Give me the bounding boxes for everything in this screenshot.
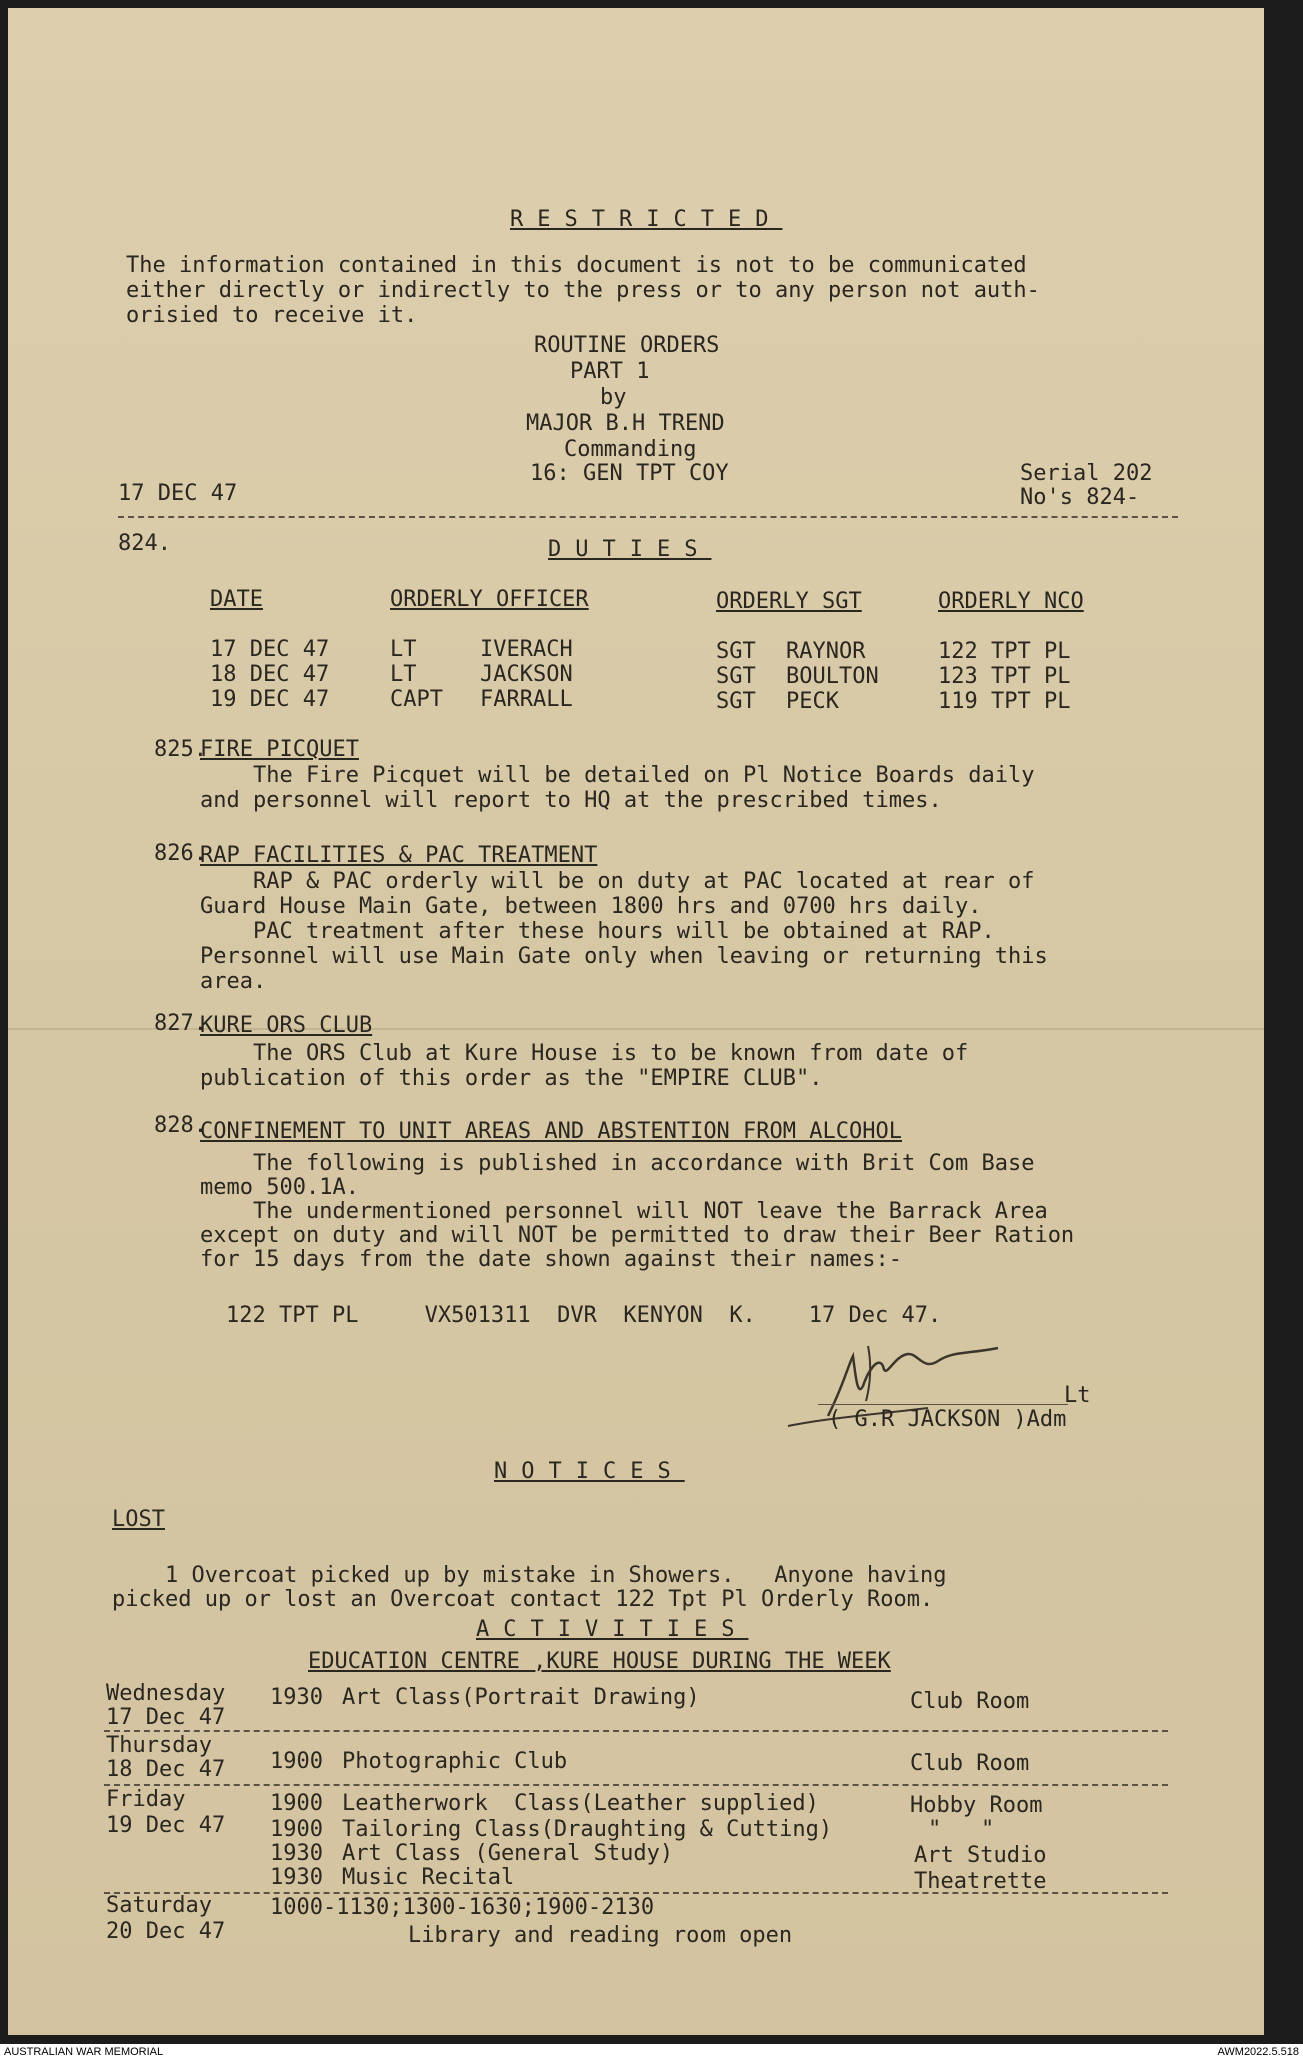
activity-time: 1900 [270,1749,323,1774]
order-date: 17 DEC 47 [118,481,238,506]
order-numbers: No's 824- [1020,485,1140,510]
row-sgt: RAYNOR [786,639,866,664]
lost-heading: LOST [112,1507,165,1532]
row-officer: FARRALL [480,687,573,712]
activity-desc: Music Recital [342,1865,515,1890]
signature-line [818,1404,1068,1405]
archive-footer [0,2044,1303,2061]
divider [118,516,1178,518]
activity-time: 1900 [270,1817,323,1842]
day-date: 20 Dec 47 [106,1919,226,1944]
title-line-2: PART 1 [570,359,650,384]
row-sgt: BOULTON [786,664,879,689]
activity-place: Theatrette [914,1869,1047,1894]
activity-desc: Library and reading room open [408,1923,793,1948]
duties-heading: DUTIES [548,537,712,562]
notice-line-3: orisied to receive it. [126,303,418,328]
row-sgt-rank: SGT [716,689,756,714]
notice-line-1: The information contained in this document is not to be communicated [126,253,1027,278]
lost-line-2: picked up or lost an Overcoat contact 122 Tpt Pl Orderly Room. [112,1587,934,1612]
activity-time: 1930 [270,1685,323,1710]
activity-place: Club Room [910,1751,1030,1776]
activity-time: 1000-1130;1300-1630;1900-2130 [270,1895,655,1920]
order-825-heading: FIRE PICQUET [200,737,359,762]
activity-time: 1900 [270,1791,323,1816]
order-826-line-4: Personnel will use Main Gate only when leaving or returning this [200,944,1048,969]
activity-desc: Tailoring Class(Draughting & Cutting) [342,1817,833,1842]
order-828-entry: 122 TPT PL VX501311 DVR KENYON K. 17 Dec 47. [226,1303,942,1328]
day-name: Friday [106,1787,186,1812]
day-name: Saturday [106,1893,212,1918]
day-name: Wednesday [106,1681,226,1706]
order-826-line-1: RAP & PAC orderly will be on duty at PAC located at rear of [200,869,1035,894]
order-826-number: 826. [154,841,207,866]
order-825-line-1: The Fire Picquet will be detailed on Pl Notice Boards daily [200,763,1035,788]
activities-heading: ACTIVITIES [476,1617,749,1642]
classification-heading: RESTRICTED [510,207,783,232]
col-orderly-officer: ORDERLY OFFICER [390,587,589,612]
order-827-line-2: publication of this order as the "EMPIRE CLUB". [200,1066,823,1091]
col-orderly-nco: ORDERLY NCO [938,589,1084,614]
activity-place: Hobby Room [910,1793,1043,1818]
order-827-heading: KURE ORS CLUB [200,1013,373,1038]
row-sgt-rank: SGT [716,664,756,689]
activity-desc: Art Class (General Study) [342,1841,674,1866]
notice-line-2: either directly or indirectly to the press or to any person not auth- [126,278,1040,303]
row-sgt: PECK [786,689,839,714]
activity-time: 1930 [270,1865,323,1890]
activities-subheading: EDUCATION CENTRE ,KURE HOUSE DURING THE WEEK [308,1649,891,1674]
order-827-number: 827. [154,1011,207,1036]
order-825-line-2: and personnel will report to HQ at the prescribed times. [200,788,942,813]
document-page [8,8,1264,2035]
day-date: 18 Dec 47 [106,1757,226,1782]
row-nco: 119 TPT PL [938,689,1071,714]
order-828-line-3: The undermentioned personnel will NOT leave the Barrack Area [200,1199,1048,1224]
divider [104,1784,1168,1786]
paper-fold [8,1028,1264,1030]
title-line-6: 16: GEN TPT COY [530,461,729,486]
row-nco: 123 TPT PL [938,664,1071,689]
activity-desc: Photographic Club [342,1749,568,1774]
archive-reference: AWM2022.5.518 [1217,2046,1299,2058]
signature-rank: Lt [1064,1383,1091,1408]
serial-number: Serial 202 [1020,461,1153,486]
archive-credit: AUSTRALIAN WAR MEMORIAL [4,2046,164,2058]
order-826-line-5: area. [200,969,267,994]
divider [104,1892,1168,1894]
title-line-5: Commanding [564,437,697,462]
col-orderly-sgt: ORDERLY SGT [716,589,862,614]
activity-place: Club Room [910,1689,1030,1714]
duties-number: 824. [118,531,171,556]
order-827-line-1: The ORS Club at Kure House is to be known from date of [200,1041,969,1066]
order-828-line-4: except on duty and will NOT be permitted to draw their Beer Ration [200,1223,1075,1248]
title-line-4: MAJOR B.H TREND [526,411,725,436]
row-rank: LT [390,637,417,662]
day-name: Thursday [106,1733,212,1758]
day-date: 17 Dec 47 [106,1705,226,1730]
activity-desc: Leatherwork Class(Leather supplied) [342,1791,819,1816]
activity-time: 1930 [270,1841,323,1866]
activity-place: Art Studio [914,1843,1047,1868]
row-rank: LT [390,662,417,687]
row-date: 17 DEC 47 [210,637,330,662]
row-officer: IVERACH [480,637,573,662]
signature-name: ( G.R JACKSON )Adm [828,1407,1067,1432]
order-828-number: 828. [154,1113,207,1138]
activity-place: " " [928,1817,995,1842]
notices-heading: NOTICES [494,1459,685,1484]
order-828-heading: CONFINEMENT TO UNIT AREAS AND ABSTENTION FROM ALCOHOL [200,1119,902,1144]
row-date: 18 DEC 47 [210,662,330,687]
title-line-1: ROUTINE ORDERS [534,333,720,358]
order-825-number: 825. [154,737,207,762]
order-828-line-5: for 15 days from the date shown against their names:- [200,1247,902,1272]
order-828-line-2: memo 500.1A. [200,1175,359,1200]
col-date: DATE [210,587,263,612]
row-rank: CAPT [390,687,443,712]
title-line-3: by [600,385,627,410]
row-sgt-rank: SGT [716,639,756,664]
order-826-line-3: PAC treatment after these hours will be obtained at RAP. [200,919,995,944]
order-828-line-1: The following is published in accordance with Brit Com Base [200,1151,1035,1176]
divider [104,1730,1168,1732]
order-826-line-2: Guard House Main Gate, between 1800 hrs and 0700 hrs daily. [200,894,982,919]
order-826-heading: RAP FACILITIES & PAC TREATMENT [200,843,598,868]
row-date: 19 DEC 47 [210,687,330,712]
activity-desc: Art Class(Portrait Drawing) [342,1685,700,1710]
day-date: 19 Dec 47 [106,1813,226,1838]
row-nco: 122 TPT PL [938,639,1071,664]
row-officer: JACKSON [480,662,573,687]
lost-line-1: 1 Overcoat picked up by mistake in Showers. Anyone having [112,1563,947,1588]
